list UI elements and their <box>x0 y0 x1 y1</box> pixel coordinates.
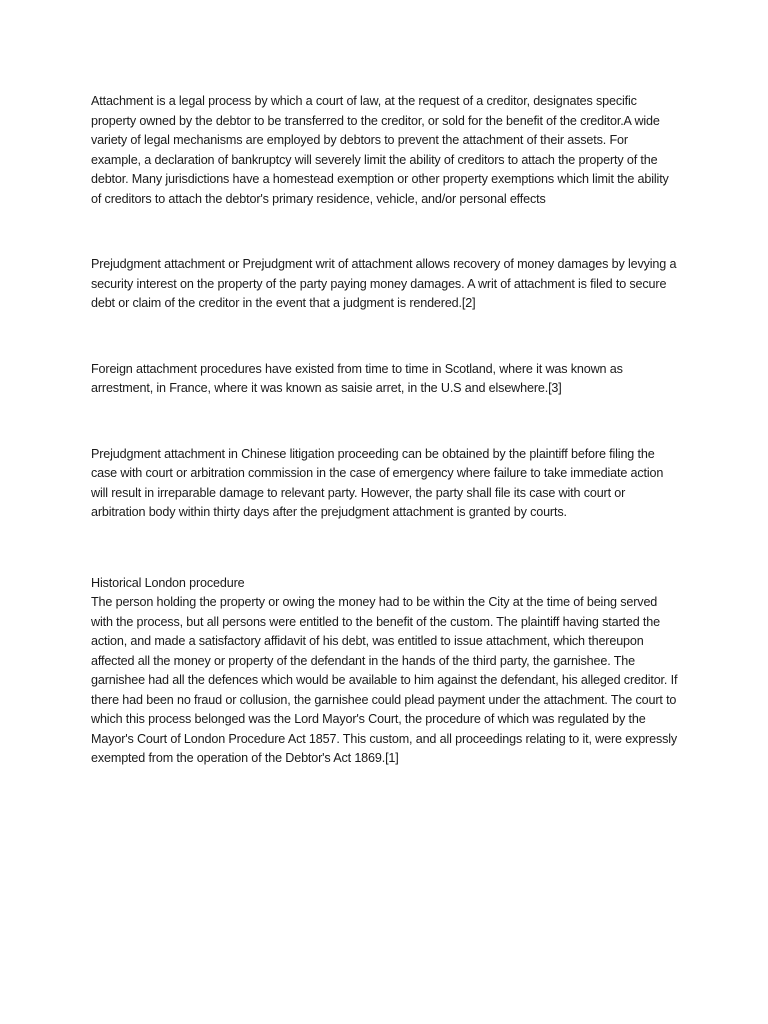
document-body <box>91 92 681 769</box>
paragraph-foreign-attachment: Foreign attachment procedures have existed from time to time in Scotland, where it was known as arrestment, in France, where it was known as saisie arret, in the U.S and elsewhere.[3] <box>91 361 623 395</box>
paragraph-chinese-litigation: Prejudgment attachment in Chinese litigation proceeding can be obtained by the plaintiff before filing the case with court or arbitration commission in the case of emergency where failure to take immediate action will result in irreparable damage to relevant party. However, the party shall file its case with court or arbitration body within thirty days after the prejudgment attachment is granted by courts. <box>91 446 664 519</box>
paragraph-prejudgment-attachment: Prejudgment attachment or Prejudgment writ of attachment allows recovery of money damages by levying a security interest on the property of the party paying money damages. A writ of attachment is filed to secure debt or claim of the creditor in the event that a judgment is rendered.[2] <box>91 257 677 310</box>
paragraph-historical-london: The person holding the property or owing the money had to be within the City at the time of being served with the process, but all persons were entitled to the benefit of the custom. The plaintiff having started the action, and made a satisfactory affidavit of his debt, was entitled to issue attachment, which thereupon affected all the money or property of the defendant in the hands of the third party, the garnishee. The garnishee had all the defences which would be available to him against the defendant, his alleged creditor. If there had been no fraud or collusion, the garnishee could plead payment under the attachment. The court to which this process belonged was the Lord Mayor's Court, the procedure of which was regulated by the Mayor's Court of London Procedure Act 1857. This custom, and all proceedings relating to it, were expressly exempted from the operation of the Debtor's Act 1869.[1] <box>91 595 678 765</box>
paragraph-attachment-definition: Attachment is a legal process by which a court of law, at the request of a creditor, designates specific property owned by the debtor to be transferred to the creditor, or sold for the benefit of the creditor.A wide variety of legal mechanisms are employed by debtors to prevent the attachment of their assets. For example, a declaration of bankruptcy will severely limit the ability of creditors to attach the property of the debtor. Many jurisdictions have a homestead exemption or other property exemptions which limit the ability of creditors to attach the debtor's primary residence, vehicle, and/or personal effects <box>91 94 669 206</box>
section-heading: Historical London procedure <box>91 575 245 590</box>
